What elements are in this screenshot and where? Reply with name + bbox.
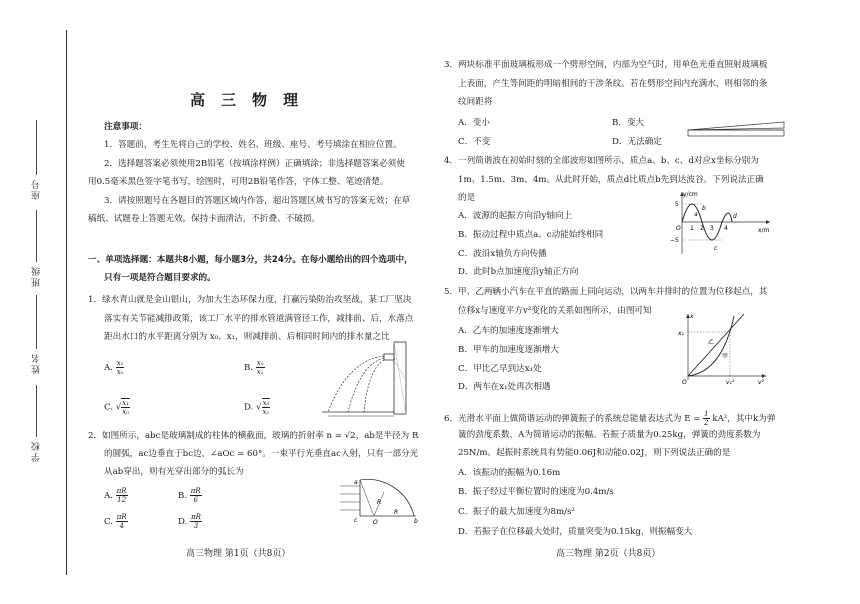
fig-label-R2: R	[394, 509, 399, 516]
question-4-line: 4．一列简谐波在初始时刻的全部波形如图所示，质点a、b、c、d对应x坐标分别为	[444, 156, 759, 166]
name-underline	[36, 295, 37, 349]
wave-tick-2: 2	[700, 225, 704, 232]
q4-option-c[interactable]: C．波沿x轴负方向传播	[458, 249, 547, 259]
wave-yneg5: −5	[670, 237, 679, 244]
school-underline	[36, 385, 37, 437]
question-6-line: 25N/m。起振时系统具有势能0.06J和动能0.02J，则下列说法正确的是	[458, 448, 731, 458]
question-2-line: 2．如图所示，abc是玻璃制成的柱体的横截面，玻璃的折射率 n = √2，ab是半径为 R	[88, 431, 419, 441]
q4-option-d[interactable]: D．此时b点加速度沿y轴正方向	[458, 267, 579, 277]
q2-option-a[interactable]: A. $\frac{\pi R}{12}$	[104, 487, 127, 504]
wave-tick-1: 1	[690, 225, 694, 232]
q5-option-d[interactable]: D．两车在x₁处再次相遇	[458, 382, 551, 392]
question-3-line: 3．两块标准平面玻璃板形成一个劈形空间，内部为空气时，用单色光垂直照射玻璃板	[444, 60, 768, 70]
q5-option-c[interactable]: C．甲比乙早到达x₁处	[458, 364, 542, 374]
notice-heading: 注意事项：	[104, 122, 147, 132]
question-1-line: 落实有关节能减排政策，该工厂水平的排水管道满管径工作，减排前、后，水落点	[104, 314, 414, 324]
question-5-line: 位移x与速度平方v²变化的关系如图所示，由图可知	[458, 306, 652, 316]
wave-point-a: a	[694, 211, 698, 218]
question-4-line: 的是	[458, 193, 476, 203]
class-label: 班级	[32, 265, 42, 287]
notice-line: 3．请按照题号在各题目的答题区域内作答，超出答题区域书写的答案无效；在草	[104, 196, 411, 206]
q4-option-b[interactable]: B．振动过程中质点a、c动能始终相同	[458, 230, 604, 240]
question-5-line: 5．甲、乙两辆小汽车在平直的路面上同向运动，以两车并排时的位置为位移起点，其	[444, 287, 768, 297]
q1-option-a[interactable]: A. $\frac{\text{x₁}}{\text{x₀}}$	[104, 359, 124, 376]
q2-option-c[interactable]: C. $\frac{\pi R}{4}$	[104, 513, 127, 530]
fig-x1: x₁	[678, 330, 684, 337]
section-heading-cont: 只有一项是符合题目要求的。	[104, 273, 216, 283]
glass-wedge-figure	[686, 118, 786, 140]
q3-option-c[interactable]: C．不变	[458, 137, 491, 147]
wave-point-d: d	[733, 213, 737, 220]
wave-xlabel: x/m	[758, 227, 770, 234]
school-label: 学校	[32, 440, 42, 462]
binding-line	[66, 30, 67, 575]
fig-label-a: a	[354, 479, 358, 486]
q1-option-d[interactable]: D. √ $\frac{\text{x₀}}{\text{x₁}}$	[244, 399, 270, 416]
seat-label: 座号	[32, 178, 42, 200]
notice-line: 稿纸、试题卷上答题无效。保持卡面清洁，不折叠、不破损。	[88, 214, 321, 224]
question-6-line: 6．光滑水平面上做简谐运动的弹簧振子的系统总能量表达式为 E = $\frac{1}{2}$ kA²，其中k为弹	[444, 410, 776, 427]
q4-option-a[interactable]: A．波源的起振方向沿y轴向上	[458, 211, 573, 221]
wave-tick-4: 4	[724, 225, 728, 232]
q3-option-b[interactable]: B．变大	[612, 118, 645, 128]
page-title: 高三物理	[190, 91, 315, 109]
class-underline	[36, 210, 37, 262]
q2-option-d[interactable]: D. $\frac{\pi R}{3}$	[178, 513, 201, 530]
page-footer-right: 高三物理 第2页（共8页）	[556, 549, 661, 559]
seat-underline	[36, 120, 37, 175]
wave-ylabel: y/cm	[683, 191, 698, 198]
q5-option-b[interactable]: B．甲车的加速度逐渐增大	[458, 345, 559, 355]
q2-option-b[interactable]: B. $\frac{\pi R}{6}$	[178, 487, 201, 504]
question-1-line: 1．绿水青山就是金山银山，为加大生态环保力度，打赢污染防治攻坚战，某工厂坚决	[88, 295, 412, 305]
fig-label-yi: 乙	[708, 339, 715, 346]
question-2-line: 从ab穿出，则有光穿出部分的弧长为	[104, 467, 244, 477]
wave-y5: 5	[675, 201, 679, 208]
q6-option-d[interactable]: D．若振子在位移最大处时，质量突变为0.15kg，则振幅变大	[458, 527, 693, 537]
notice-line: 用0.5毫米黑色签字笔书写，绘图时，可用2B铅笔作答，字体工整、笔迹清楚。	[88, 177, 389, 187]
drain-pipe-figure	[318, 340, 412, 418]
x-v2-figure	[678, 310, 770, 386]
question-3-line: 纹间距将	[458, 97, 493, 107]
notice-line: 1．答题前，考生先将自己的学校、姓名、班级、座号、考号填涂在相应位置。	[104, 140, 402, 150]
question-1-line: 距出水口的水平距离分别为 x₀、x₁，则减排前、后相同时间内的排水量之比	[104, 332, 390, 342]
fig-axis-v2: v²	[758, 379, 764, 386]
fig-label-c: c	[354, 517, 358, 524]
q1-option-c[interactable]: C. √ $\frac{\text{x₁}}{\text{x₀}}$	[104, 399, 129, 416]
wave-point-b: b	[702, 205, 706, 212]
fig-axis-x: x	[690, 313, 694, 320]
fig-v1sq: v₁²	[726, 379, 735, 386]
notice-line: 2．选择题答案必须使用2B铅笔（按填涂样例）正确填涂；非选择题答案必须使	[104, 159, 405, 169]
fig-origin: O	[682, 379, 687, 386]
page-footer-left: 高三物理 第1页（共8页）	[186, 549, 291, 559]
fig-label-O: O	[373, 519, 378, 526]
q3-option-a[interactable]: A．变小	[458, 118, 490, 128]
q6-option-c[interactable]: C．振子的最大加速度为8m/s²	[458, 507, 575, 517]
wave-point-c: c	[714, 245, 718, 252]
q5-option-a[interactable]: A．乙车的加速度逐渐增大	[458, 326, 559, 336]
q1-option-b[interactable]: B. $\frac{\text{x₀}}{\text{x₁}}$	[244, 359, 264, 376]
name-label: 姓名	[32, 352, 42, 374]
wave-figure	[658, 188, 776, 258]
fig-label-R: R	[377, 499, 382, 506]
section-heading: 一、单项选择题：本题共8小题，每小题3分，共24分。在每小题给出的四个选项中，	[88, 255, 413, 265]
fig-label-b: b	[414, 518, 418, 525]
q6-option-a[interactable]: A．该振动的振幅为0.16m	[458, 468, 561, 478]
q3-option-d[interactable]: D．无法确定	[612, 137, 662, 147]
glass-section-figure	[330, 476, 420, 526]
fig-label-jia: 甲	[722, 353, 729, 360]
wave-origin: O	[676, 225, 681, 232]
wave-tick-3: 3	[710, 225, 714, 232]
question-3-line: 上表面，产生等间距的明暗相间的干涉条纹。若在劈形空间内充满水，则相邻的条	[458, 79, 768, 89]
q6-option-b[interactable]: B．振子经过平衡位置时的速度为0.4m/s	[458, 487, 614, 497]
question-4-line: 1m、1.5m、3m、4m。从此时开始，质点d比质点b先到达波谷。下列说法正确	[458, 175, 764, 185]
question-2-line: 的圆弧，ac边垂直于bc边，∠aOc = 60°。一束平行光垂直ac入射，只有一部分光	[104, 449, 419, 459]
question-6-line: 簧的劲度系数，A为简谐运动的振幅。若振子质量为0.25kg，弹簧的劲度系数为	[458, 430, 761, 440]
